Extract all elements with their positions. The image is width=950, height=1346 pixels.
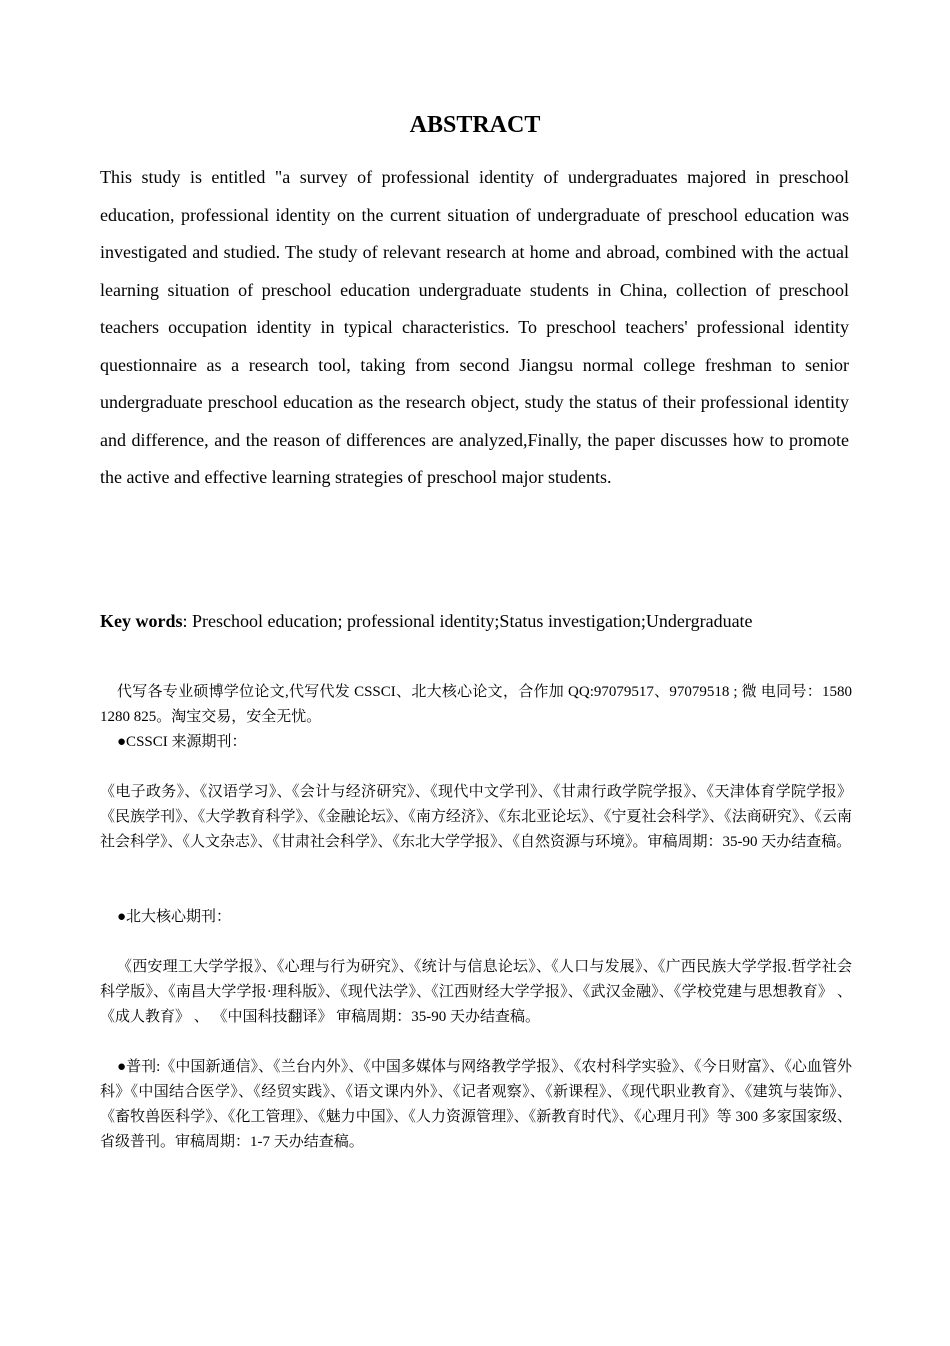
advert-general-journals: ●普刊:《中国新通信》、《兰台内外》、《中国多媒体与网络教学学报》、《农村科学实验》、《今日财富》、《心血管外科》《中国结合医学》、《经贸实践》、《语文课内外》、《记者观察》、《新课程》、《现代职业教育》、《建筑与装饰》、《畜牧兽医科学》、《化工管理》、《魅力中国》、《人力资源管理》、《新教育时代》、《心理月刊》等 300 多家国家级、省级普刊。审稿周期：1-7 天办结查稿。	[100, 1059, 852, 1150]
keywords-text: : Preschool education; professional identity;Status investigation;Undergraduate	[182, 611, 753, 631]
advert-pku-heading: ●北大核心期刊：	[117, 909, 232, 925]
advert-cssci-list: 《电子政务》、《汉语学习》、《会计与经济研究》、《现代中文学刊》、《甘肃行政学院学报》、《天津体育学院学报》《民族学刊》、《大学教育科学》、《金融论坛》、《南方经济》、《东北亚论坛》、《宁夏社会科学》、《法商研究》、《云南社会科学》、《人文杂志》、《甘肃社会科学》、《东北大学学报》、《自然资源与环境》。审稿周期：35-90 天办结查稿。	[100, 784, 852, 850]
advert-intro: 代写各专业硕博学位论文,代写代发 CSSCI、北大核心论文，合作加 QQ:97079517、97079518 ; 微 电同号：1580 1280 825。淘宝交易，安全无忧。	[100, 684, 852, 725]
advert-pku-list: 《西安理工大学学报》、《心理与行为研究》、《统计与信息论坛》、《人口与发展》、《广西民族大学学报.哲学社会科学版》、《南昌大学学报·理科版》、《现代法学》、《江西财经大学学报》、《武汉金融》、《学校党建与思想教育》 、 《成人教育》 、 《中国科技翻译》 审稿周期：35-90 天办结查稿。	[100, 959, 852, 1025]
abstract-body: This study is entitled "a survey of professional identity of undergraduates majored in preschool education, professional identity on the current situation of undergraduate of preschool education was investigated and studied. The study of relevant research at home and abroad, combined with the actual learning situation of preschool education undergraduate students in China, collection of preschool teachers occupation identity in typical characteristics. To preschool teachers' professional identity questionnaire as a research tool, taking from second Jiangsu normal college freshman to senior undergraduate preschool education as the research object, study the status of their professional identity and difference, and the reason of differences are analyzed,Finally, the paper discusses how to promote the active and effective learning strategies of preschool major students.	[100, 167, 849, 487]
advert-cssci-heading: ●CSSCI 来源期刊：	[117, 734, 247, 750]
keywords-label: Key words	[100, 611, 183, 631]
keywords-line	[100, 606, 860, 636]
abstract-title: ABSTRACT	[409, 112, 541, 138]
